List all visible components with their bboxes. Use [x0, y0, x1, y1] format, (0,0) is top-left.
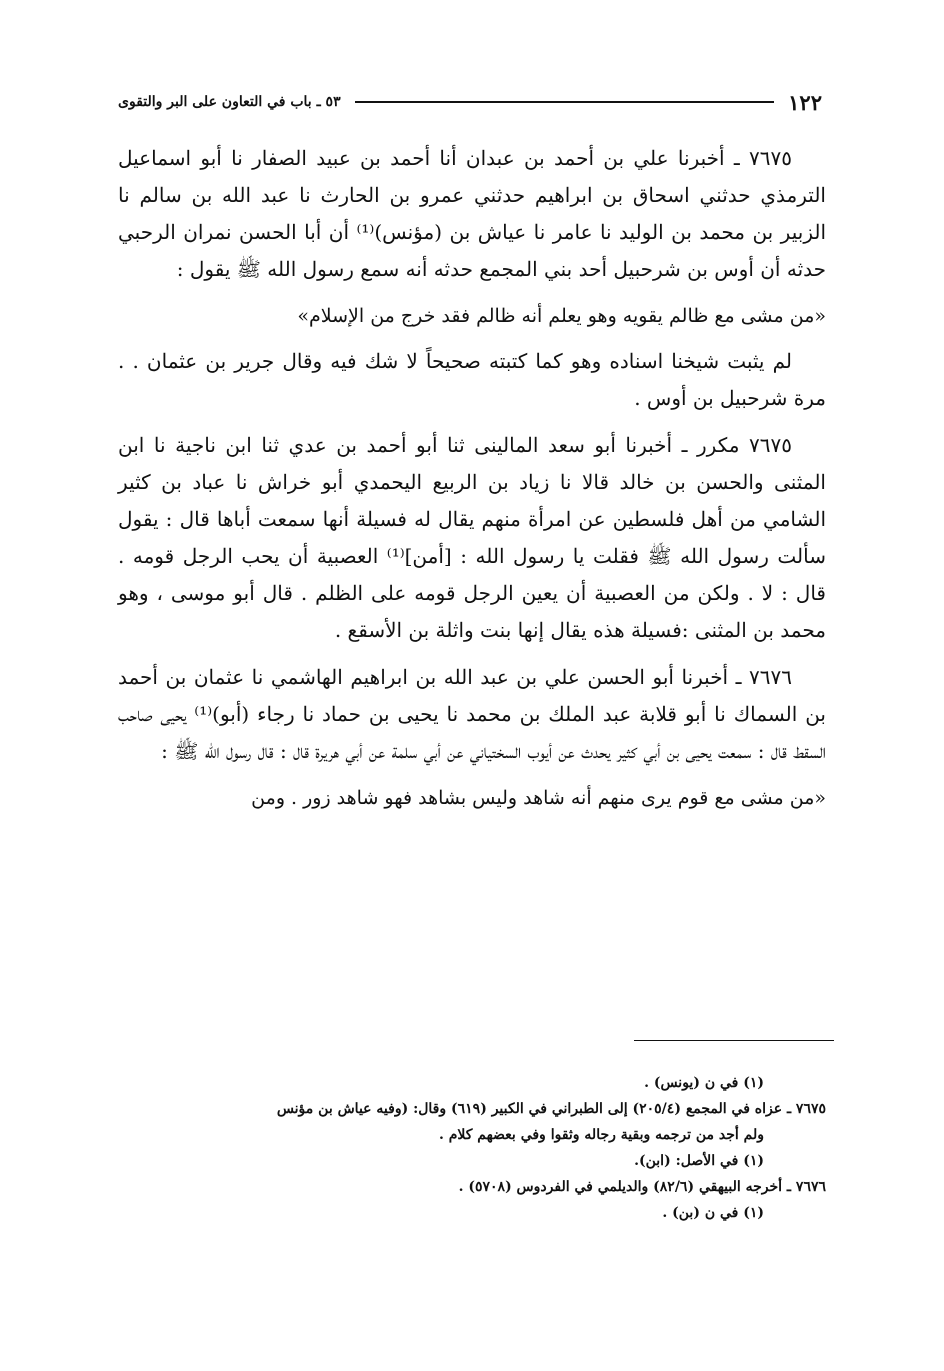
footnote-3: (١) في ن (بن) . — [662, 1205, 764, 1221]
running-header — [118, 86, 822, 118]
chapter-title: ٥٣ ـ باب في التعاون على البر والتقوى — [118, 94, 341, 110]
main-text — [118, 140, 826, 825]
hadith-7675-repeat: ٧٦٧٥ مكرر ـ أخبرنا أبو سعد المالينى ثنا أبو أحمد بن عدي ثنا ابن ناجية نا ابن المثنى والحسن بن خالد قالا نا زياد بن الربيع اليحمدي أبو خراش نا عباد بن كثير الشامي من أهل فلسطين عن امرأة منهم يقال له فسيلة أنها سمعت أباها قال : يقول سألت رسول الله ﷺ فقلت يا رسول الله : [أمن]⁽¹⁾ العصبية أن يحب الرجل قومه . قال : لا . ولكن من العصبية أن يعين الرجل قومه على الظلم . قال أبو موسى ، وهو محمد بن المثنى :فسيلة هذه يقال إنها بنت واثلة بن الأسقع . — [118, 433, 826, 642]
hadith-7675: ٧٦٧٥ ـ أخبرنا علي بن أحمد بن عبدان أنا أحمد بن عبيد الصفار نا أبو اسماعيل الترمذي حدثني اسحاق بن ابراهيم حدثني عمرو بن الحارث نا عبد الله بن سالم نا الزبير بن محمد بن الوليد نا عامر نا عياش بن (مؤنس)⁽¹⁾ أن أبا الحسن نمران الرحبي حدثه أن أوس بن شرحبيل أحد بني المجمع حدثه أنه سمع رسول الله ﷺ يقول : — [118, 146, 827, 281]
commentary-paragraph: لم يثبت شيخنا اسناده وهو كما كتبته صحيحاً لا شك فيه وقال جرير بن عثمان . . مرة شرحبيل بن أوس . — [118, 349, 826, 410]
header-rule — [355, 101, 775, 103]
hadith-quote-1: «من مشى مع ظالم يقويه وهو يعلم أنه ظالم فقد خرج من الإسلام» — [297, 305, 826, 327]
footnote-7675: ٧٦٧٥ ـ عزاه في المجمع (٢٠٥/٤) إلى الطبراني في الكبير (٦١٩) وقال: (وفيه عياش بن مؤنس — [276, 1101, 826, 1117]
page-number: ١٢٢ — [788, 89, 822, 115]
footnote-separator — [634, 1040, 834, 1041]
footnote-2: (١) في الأصل: (ابن). — [634, 1153, 764, 1169]
hadith-quote-2: «من مشى مع قوم يرى منهم أنه شاهد وليس بشاهد فهو شاهد زور . ومن — [251, 787, 826, 809]
footnotes — [118, 1070, 826, 1226]
footnote-7675-continued: ولم أجد من ترجمه وبقية رجاله وثقوا وفي بعضهم كلام . — [438, 1127, 764, 1143]
footnote-7676: ٧٦٧٦ ـ أخرجه البيهقي (٨٢/٦) والديلمي في الفردوس (٥٧٠٨) . — [458, 1179, 826, 1195]
hadith-7676: ٧٦٧٦ ـ أخبرنا أبو الحسن علي بن عبد الله بن ابراهيم الهاشمي نا عثمان بن أحمد بن السماك نا أبو قلابة عبد الملك بن محمد نا يحيى بن حماد نا رجاء (أبو)⁽¹⁾ يحيى صاحب السقط قال : سمعت يحيى بن أبي كثير يحدث عن أيوب السختياني عن أبي سلمة عن أبي هريرة قال : قال رسول الله ﷺ : — [118, 665, 826, 763]
footnote-1: (١) في ن (يونس) . — [644, 1075, 764, 1091]
